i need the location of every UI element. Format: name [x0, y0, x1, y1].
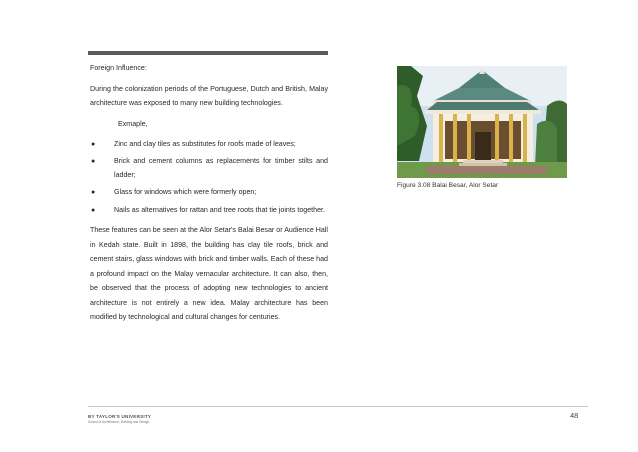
bullet-icon: ● [91, 140, 96, 148]
bullet-item [90, 204, 328, 217]
page-number: 48 [570, 411, 579, 420]
bullet-icon: ● [91, 158, 96, 166]
example-label: Exmaple, [118, 120, 148, 129]
bullet-item [90, 138, 328, 151]
section-heading: Foreign Influence: [90, 64, 147, 72]
figure-caption: Figure 3.08 Balai Besar, Alor Setar [397, 182, 499, 189]
intro-paragraph: During the colonization periods of the Portuguese, Dutch and British, Malay architecture was exposed to many new building technologies. [90, 85, 328, 107]
bullet-item [90, 155, 328, 182]
balai-besar-illustration [397, 66, 567, 178]
bullet-icon: ● [91, 206, 96, 214]
bullet-text: Glass for windows which were formerly open; [114, 188, 257, 197]
bullet-text: Nails as alternatives for rattan and tree roots that tie joints together. [114, 205, 325, 214]
school-name-text: School of Architecture, Building and Design [88, 420, 150, 424]
balai-besar-photo [397, 66, 567, 178]
university-brand-text: BY TAYLOR'S UNIVERSITY [88, 414, 152, 419]
bullet-text: Brick and cement columns as replacements for timber stilts and ladder; [114, 157, 328, 179]
bullet-list [90, 138, 328, 217]
main-text-column [90, 62, 328, 325]
footer-rule [88, 406, 588, 407]
body-paragraph: These features can be seen at the Alor Setar's Balai Besar or Audience Hall in Kedah state. Built in 1898, the building has clay tile roofs, brick and cement stairs, glass windows with brick and timber walls. Each of these had a profound impact on the Malay vernacular architecture. It can also, then, be observed that the process of adopting new technologies to ancient architecture is not entirely a new idea. Malay architecture has been modified by technological and cultural changes for centuries. [90, 226, 328, 322]
bullet-icon: ● [91, 189, 96, 197]
bullet-item [90, 186, 328, 199]
header-rule [88, 51, 328, 55]
bullet-text: Zinc and clay tiles as substitutes for roofs made of leaves; [114, 139, 296, 148]
university-logo [88, 414, 168, 424]
